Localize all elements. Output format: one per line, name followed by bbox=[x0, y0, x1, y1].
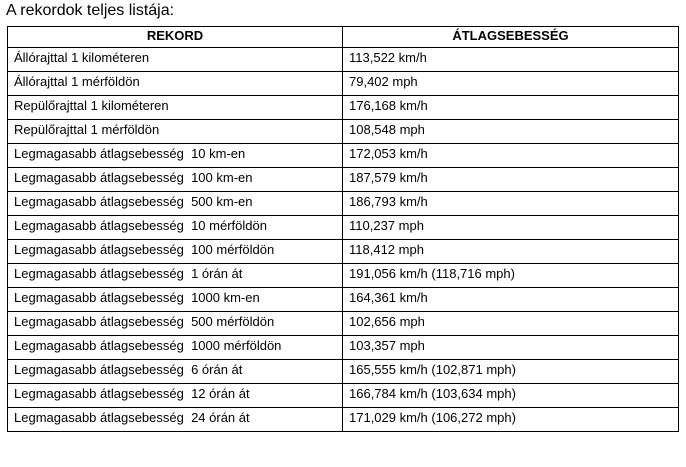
speed-cell: 110,237 mph bbox=[343, 216, 679, 240]
table-row bbox=[8, 216, 679, 240]
speed-cell: 171,029 km/h (106,272 mph) bbox=[343, 408, 679, 432]
speed-cell: 164,361 km/h bbox=[343, 288, 679, 312]
table-row bbox=[8, 144, 679, 168]
speed-cell: 165,555 km/h (102,871 mph) bbox=[343, 360, 679, 384]
speed-cell: 176,168 km/h bbox=[343, 96, 679, 120]
speed-cell: 118,412 mph bbox=[343, 240, 679, 264]
speed-cell: 172,053 km/h bbox=[343, 144, 679, 168]
record-cell: Legmagasabb átlagsebesség 10 mérföldön bbox=[8, 216, 343, 240]
table-row bbox=[8, 48, 679, 72]
record-cell: Állórajttal 1 kilométeren bbox=[8, 48, 343, 72]
speed-cell: 108,548 mph bbox=[343, 120, 679, 144]
record-cell: Legmagasabb átlagsebesség 1000 km-en bbox=[8, 288, 343, 312]
record-cell: Legmagasabb átlagsebesség 1 órán át bbox=[8, 264, 343, 288]
table-row bbox=[8, 408, 679, 432]
page-title: A rekordok teljes listája: bbox=[6, 2, 175, 19]
record-cell: Legmagasabb átlagsebesség 500 km-en bbox=[8, 192, 343, 216]
speed-cell: 191,056 km/h (118,716 mph) bbox=[343, 264, 679, 288]
record-cell: Legmagasabb átlagsebesség 500 mérföldön bbox=[8, 312, 343, 336]
table-row bbox=[8, 288, 679, 312]
record-cell: Legmagasabb átlagsebesség 12 órán át bbox=[8, 384, 343, 408]
record-cell: Legmagasabb átlagsebesség 10 km-en bbox=[8, 144, 343, 168]
record-cell: Állórajttal 1 mérföldön bbox=[8, 72, 343, 96]
table-row bbox=[8, 72, 679, 96]
table-row bbox=[8, 240, 679, 264]
record-cell: Legmagasabb átlagsebesség 1000 mérföldön bbox=[8, 336, 343, 360]
table-row bbox=[8, 360, 679, 384]
table-body bbox=[8, 48, 679, 432]
record-cell: Legmagasabb átlagsebesség 100 mérföldön bbox=[8, 240, 343, 264]
table-row bbox=[8, 264, 679, 288]
record-cell: Legmagasabb átlagsebesség 6 órán át bbox=[8, 360, 343, 384]
speed-cell: 113,522 km/h bbox=[343, 48, 679, 72]
speed-cell: 103,357 mph bbox=[343, 336, 679, 360]
record-cell: Repülőrajttal 1 mérföldön bbox=[8, 120, 343, 144]
records-table bbox=[7, 26, 679, 432]
record-cell: Legmagasabb átlagsebesség 100 km-en bbox=[8, 168, 343, 192]
column-header-record: REKORD bbox=[8, 27, 343, 48]
speed-cell: 166,784 km/h (103,634 mph) bbox=[343, 384, 679, 408]
table-row bbox=[8, 384, 679, 408]
record-cell: Legmagasabb átlagsebesség 24 órán át bbox=[8, 408, 343, 432]
table-row bbox=[8, 312, 679, 336]
table-row bbox=[8, 192, 679, 216]
record-cell: Repülőrajttal 1 kilométeren bbox=[8, 96, 343, 120]
speed-cell: 79,402 mph bbox=[343, 72, 679, 96]
column-header-speed: ÁTLAGSEBESSÉG bbox=[343, 27, 679, 48]
speed-cell: 102,656 mph bbox=[343, 312, 679, 336]
speed-cell: 187,579 km/h bbox=[343, 168, 679, 192]
speed-cell: 186,793 km/h bbox=[343, 192, 679, 216]
table-row bbox=[8, 96, 679, 120]
table-header-row bbox=[8, 27, 679, 48]
table-row bbox=[8, 168, 679, 192]
table-row bbox=[8, 120, 679, 144]
table-row bbox=[8, 336, 679, 360]
